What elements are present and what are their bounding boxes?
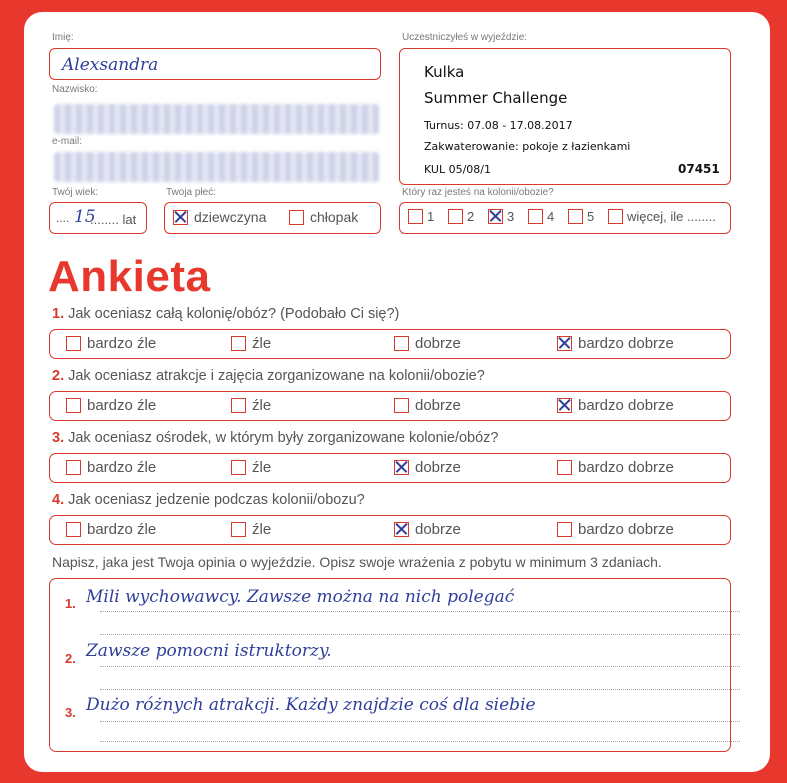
question-number: 3.	[52, 430, 65, 446]
dotted-line	[100, 634, 740, 635]
answer-label: bardzo dobrze	[578, 335, 674, 352]
answer-option[interactable]	[231, 459, 271, 476]
ktory-raz-label-3: 3	[507, 209, 515, 224]
dotted-line	[100, 666, 740, 667]
email-label: e-mail:	[52, 136, 83, 147]
checkbox-icon[interactable]	[231, 336, 246, 351]
ktory-raz-field	[399, 202, 731, 234]
trip-line1: Kulka	[424, 63, 465, 81]
ktory-raz-label-1: 1	[427, 209, 435, 224]
page-title: Ankieta	[48, 252, 211, 301]
checkbox-icon[interactable]	[231, 460, 246, 475]
wiek-label: Twój wiek:	[52, 187, 99, 198]
checkbox-icon[interactable]	[448, 209, 463, 224]
ktory-raz-4[interactable]	[528, 209, 554, 224]
answer-label: dobrze	[415, 521, 461, 538]
checkbox-icon[interactable]	[231, 522, 246, 537]
answer-row-2	[49, 391, 731, 421]
trip-line2: Summer Challenge	[424, 89, 568, 107]
answer-option[interactable]	[557, 335, 674, 352]
question-3	[52, 430, 498, 446]
checkbox-checked-icon[interactable]	[173, 210, 188, 225]
answer-option[interactable]	[66, 397, 156, 414]
opinion-line-number: 2.	[65, 651, 76, 666]
answer-option[interactable]	[394, 397, 461, 414]
answer-option[interactable]	[66, 459, 156, 476]
ktory-raz-3[interactable]	[488, 209, 514, 224]
checkbox-checked-icon[interactable]	[557, 336, 572, 351]
plec-option-dziewczyna[interactable]	[173, 209, 266, 225]
question-number: 2.	[52, 368, 65, 384]
checkbox-icon[interactable]	[568, 209, 583, 224]
opinion-line-text: Zawsze pomocni istruktorzy.	[86, 641, 332, 661]
answer-label: źle	[252, 459, 272, 476]
answer-option[interactable]	[231, 521, 271, 538]
dotted-line	[100, 689, 740, 690]
wiek-suffix: ........ lat	[90, 212, 137, 227]
answer-option[interactable]	[231, 335, 271, 352]
question-number: 1.	[52, 306, 65, 322]
question-1	[52, 306, 399, 322]
answer-label: bardzo dobrze	[578, 459, 674, 476]
trip-turnus: Turnus: 07.08 - 17.08.2017	[424, 119, 573, 132]
question-2	[52, 368, 485, 384]
ktory-raz-label-5: 5	[587, 209, 595, 224]
answer-option[interactable]	[394, 335, 461, 352]
dotted-line	[100, 721, 740, 722]
opinion-line-number: 3.	[65, 705, 76, 720]
answer-option[interactable]	[66, 335, 156, 352]
answer-option[interactable]	[231, 397, 271, 414]
ktory-raz-2[interactable]	[448, 209, 474, 224]
imie-value: Alexsandra	[62, 55, 159, 75]
answer-label: źle	[252, 521, 272, 538]
nazwisko-field-redacted	[54, 104, 379, 134]
plec-option-label: chłopak	[310, 209, 359, 225]
opinion-line-text: Mili wychowawcy. Zawsze można na nich polegać	[86, 587, 515, 607]
answer-row-3	[49, 453, 731, 483]
answer-option[interactable]	[394, 459, 461, 476]
checkbox-icon[interactable]	[231, 398, 246, 413]
wiek-value: 15	[74, 207, 96, 227]
email-field-redacted	[54, 152, 379, 182]
answer-label: dobrze	[415, 459, 461, 476]
opinion-line-number: 1.	[65, 596, 76, 611]
question-text: Jak oceniasz atrakcje i zajęcia zorganizowane na kolonii/obozie?	[68, 368, 485, 384]
answer-option[interactable]	[557, 397, 674, 414]
checkbox-icon[interactable]	[557, 522, 572, 537]
answer-option[interactable]	[557, 459, 674, 476]
checkbox-checked-icon[interactable]	[394, 460, 409, 475]
wiek-prefix: ....	[56, 211, 70, 225]
trip-number: 07451	[678, 162, 720, 176]
ktory-raz-label: Który raz jesteś na kolonii/obozie?	[402, 187, 554, 198]
plec-option-label: dziewczyna	[194, 209, 267, 225]
answer-label: bardzo źle	[87, 521, 157, 538]
question-text: Jak oceniasz całą kolonię/obóz? (Podobało Ci się?)	[68, 306, 400, 322]
answer-option[interactable]	[66, 521, 156, 538]
checkbox-checked-icon[interactable]	[394, 522, 409, 537]
ktory-raz-5[interactable]	[568, 209, 594, 224]
answer-row-4	[49, 515, 731, 545]
answer-option[interactable]	[557, 521, 674, 538]
imie-field[interactable]	[49, 48, 381, 80]
answer-label: bardzo źle	[87, 397, 157, 414]
checkbox-icon[interactable]	[394, 336, 409, 351]
answer-option[interactable]	[394, 521, 461, 538]
checkbox-icon[interactable]	[66, 398, 81, 413]
opinion-prompt: Napisz, jaka jest Twoja opinia o wyjeździe. Opisz swoje wrażenia z pobytu w minimum 3 zdaniach.	[52, 554, 662, 570]
answer-label: źle	[252, 335, 272, 352]
opinion-line-text: Dużo różnych atrakcji. Każdy znajdzie coś dla siebie	[86, 695, 536, 715]
question-number: 4.	[52, 492, 65, 508]
checkbox-icon[interactable]	[66, 336, 81, 351]
plec-field	[164, 202, 381, 234]
checkbox-icon[interactable]	[528, 209, 543, 224]
checkbox-icon[interactable]	[66, 460, 81, 475]
answer-row-1	[49, 329, 731, 359]
answer-label: źle	[252, 397, 272, 414]
wiek-field[interactable]	[49, 202, 147, 234]
trip-zakwaterowanie: Zakwaterowanie: pokoje z łazienkami	[424, 140, 631, 153]
checkbox-icon[interactable]	[66, 522, 81, 537]
answer-label: dobrze	[415, 397, 461, 414]
answer-label: bardzo dobrze	[578, 397, 674, 414]
checkbox-checked-icon[interactable]	[488, 209, 503, 224]
checkbox-icon[interactable]	[394, 398, 409, 413]
uczestnik-label: Uczestniczyłeś w wyjeździe:	[402, 32, 528, 43]
ktory-raz-label-2: 2	[467, 209, 475, 224]
checkbox-icon[interactable]	[408, 209, 423, 224]
plec-label: Twoja płeć:	[166, 187, 217, 198]
ktory-raz-wiecej[interactable]	[608, 209, 716, 224]
answer-label: bardzo źle	[87, 335, 157, 352]
survey-sheet	[24, 12, 770, 772]
plec-option-chlopak[interactable]	[289, 209, 358, 225]
dotted-line	[100, 741, 740, 742]
dotted-line	[100, 611, 740, 612]
nazwisko-label: Nazwisko:	[52, 84, 98, 95]
ktory-raz-label-wiecej: więcej, ile ........	[627, 209, 716, 224]
checkbox-icon[interactable]	[608, 209, 623, 224]
checkbox-icon[interactable]	[289, 210, 304, 225]
answer-label: bardzo źle	[87, 459, 157, 476]
ktory-raz-label-4: 4	[547, 209, 555, 224]
ktory-raz-1[interactable]	[408, 209, 434, 224]
trip-info-card	[399, 48, 731, 185]
trip-code: KUL 05/08/1	[424, 163, 491, 176]
opinion-box[interactable]	[49, 578, 731, 752]
question-text: Jak oceniasz ośrodek, w którym były zorganizowane kolonie/obóz?	[68, 430, 499, 446]
answer-label: dobrze	[415, 335, 461, 352]
answer-label: bardzo dobrze	[578, 521, 674, 538]
question-4	[52, 492, 365, 508]
imie-label: Imię:	[52, 32, 74, 43]
question-text: Jak oceniasz jedzenie podczas kolonii/obozu?	[68, 492, 365, 508]
checkbox-checked-icon[interactable]	[557, 398, 572, 413]
checkbox-icon[interactable]	[557, 460, 572, 475]
